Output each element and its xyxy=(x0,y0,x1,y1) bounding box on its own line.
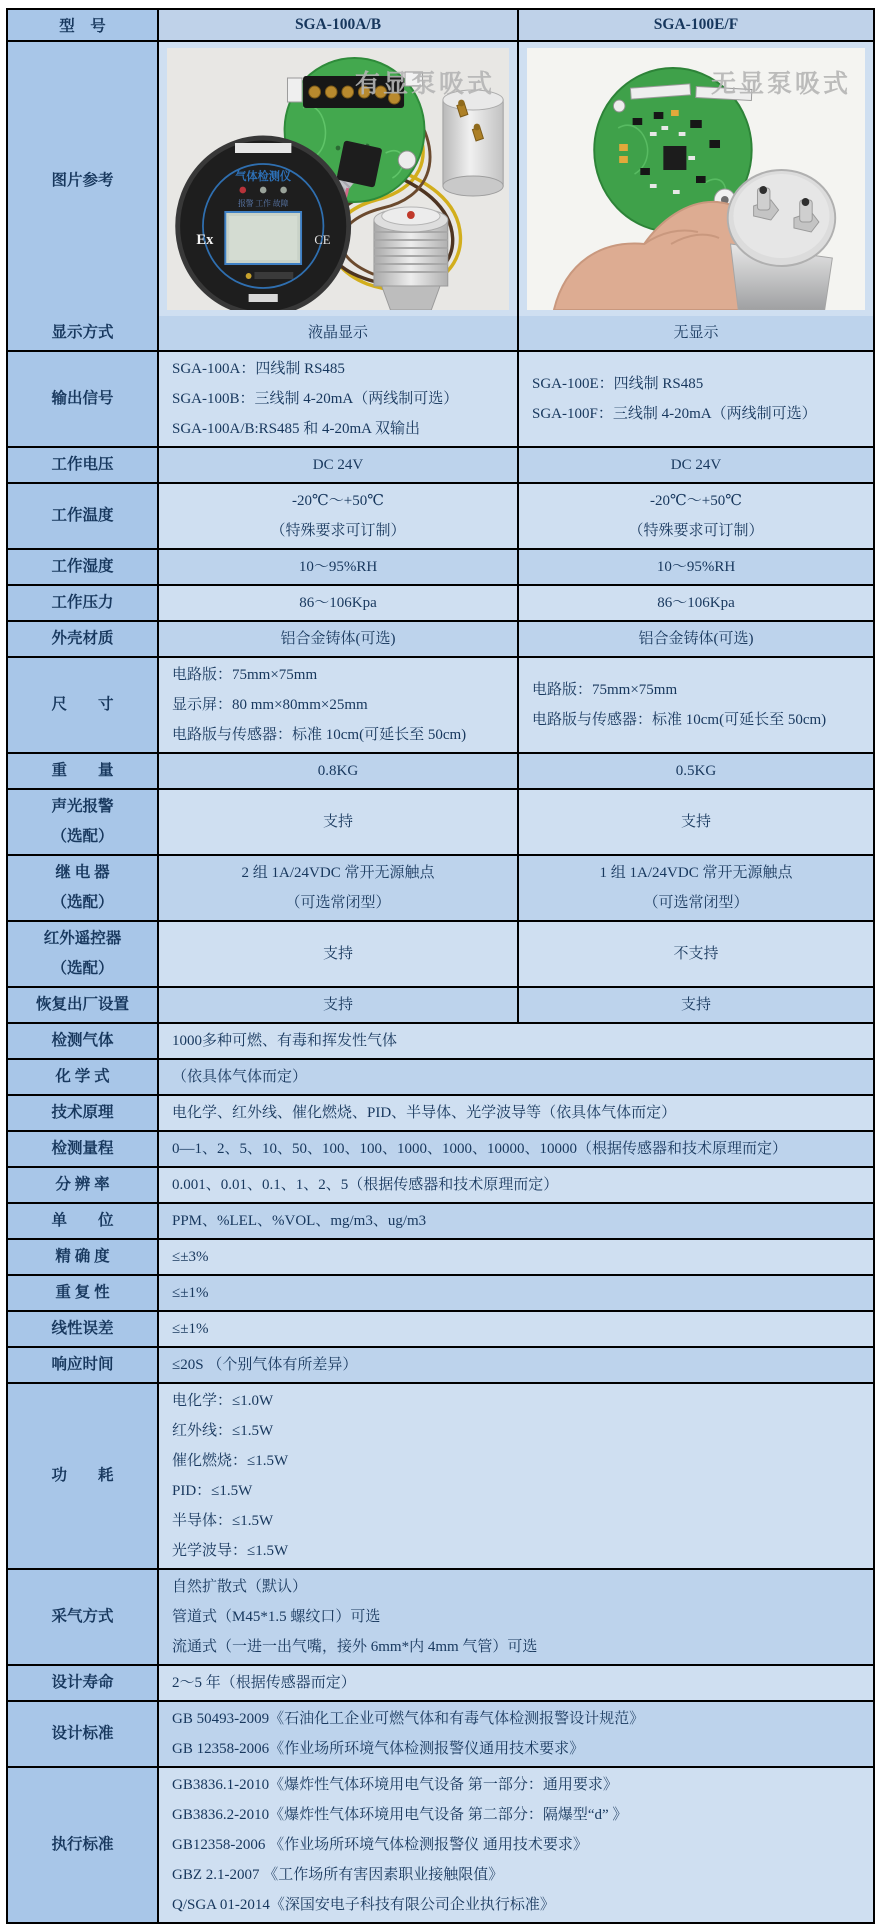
spec-value-col2 xyxy=(519,316,873,350)
cell-line: 重 量 xyxy=(51,762,114,779)
cell-line: ≤±3% xyxy=(172,1249,209,1265)
cell-line: 电路版与传感器：标准 10cm(可延长至 50cm) xyxy=(532,712,827,728)
spec-label xyxy=(8,658,159,752)
spec-value-col1 xyxy=(159,484,519,548)
cell-line: 支持 xyxy=(322,946,353,962)
cell-line: 电路版与传感器：标准 10cm(可延长至 50cm) xyxy=(172,727,467,743)
cell-line: （依具体气体而定） xyxy=(172,1069,308,1085)
cell-line: GB 50493-2009《石油化工企业可燃气体和有毒气体检测报警设计规范》 xyxy=(172,1711,645,1727)
cell-line: 电化学：≤1.0W xyxy=(172,1393,274,1409)
spec-value-col2 xyxy=(519,622,873,656)
cell-line: GB3836.1-2010《爆炸性气体环境用电气设备 第一部分：通用要求》 xyxy=(172,1777,618,1793)
spec-label xyxy=(8,1384,159,1568)
pcb-chip xyxy=(663,146,686,170)
spec-row xyxy=(8,1202,873,1238)
spec-row xyxy=(8,1058,873,1094)
cell-line: 检测气体 xyxy=(51,1032,114,1049)
spec-row xyxy=(8,1766,873,1922)
spec-value-col1 xyxy=(159,352,519,446)
spec-label xyxy=(8,1204,159,1238)
spec-row xyxy=(8,1310,873,1346)
spec-row xyxy=(8,788,873,854)
cell-line: ≤20S （个别气体有所差异） xyxy=(172,1357,358,1373)
spec-label xyxy=(8,484,159,548)
spec-value-full xyxy=(159,1168,873,1202)
cell-line: 1 组 1A/24VDC 常开无源触点 xyxy=(599,865,793,881)
cell-line: 重 复 性 xyxy=(55,1284,110,1301)
spec-row xyxy=(8,1346,873,1382)
model-col1: SGA-100A/B xyxy=(159,10,519,40)
cell-line: SGA-100E：四线制 RS485 xyxy=(532,376,704,392)
spec-label xyxy=(8,1168,159,1202)
spec-value-col1 xyxy=(159,448,519,482)
photo-cell-sga100ab xyxy=(159,42,519,316)
ex-mark: Ex xyxy=(196,231,214,249)
cell-line: 催化燃烧：≤1.5W xyxy=(172,1453,289,1469)
spec-row xyxy=(8,620,873,656)
spec-label xyxy=(8,1702,159,1766)
cell-line: DC 24V xyxy=(670,457,722,473)
device-top-label xyxy=(235,143,291,153)
led-labels-text: 报警 工作 故障 xyxy=(237,198,289,209)
photo-cell-sga100ef xyxy=(519,42,873,316)
cell-line: 工作温度 xyxy=(51,507,114,524)
cell-line: 2 组 1A/24VDC 常开无源触点 xyxy=(241,865,435,881)
spec-value-col2 xyxy=(519,988,873,1022)
spec-label xyxy=(8,1768,159,1922)
spec-value-col2 xyxy=(519,922,873,986)
cell-line: 显示屏：80 mm×80mm×25mm xyxy=(172,697,368,713)
cell-line: 单 位 xyxy=(51,1212,114,1229)
spec-label xyxy=(8,856,159,920)
device-title-text: 气体检测仪 xyxy=(235,170,292,184)
spec-row xyxy=(8,854,873,920)
spec-value-full xyxy=(159,1204,873,1238)
spec-value-col2 xyxy=(519,352,873,446)
spec-row xyxy=(8,1382,873,1568)
sensor-red-dot xyxy=(407,211,415,219)
cell-line: （选配） xyxy=(51,828,114,845)
spec-value-col1 xyxy=(159,790,519,854)
image-row xyxy=(8,40,873,316)
spec-value-col2 xyxy=(519,448,873,482)
gas-detector-head xyxy=(178,138,349,310)
cell-line: 红外遥控器 xyxy=(43,930,122,947)
cell-line: 继 电 器 xyxy=(55,864,110,881)
cell-line: 电路版：75mm×75mm xyxy=(532,682,678,698)
spec-value-full xyxy=(159,1096,873,1130)
spec-value-col1 xyxy=(159,550,519,584)
spec-value-full xyxy=(159,1702,873,1766)
header-row xyxy=(8,10,873,40)
cell-line: GB 12358-2006《作业场所环境气体检测报警仪通用技术要求》 xyxy=(172,1741,585,1757)
cell-line: -20℃～+50℃ xyxy=(291,493,384,509)
spec-label xyxy=(8,1348,159,1382)
cell-line: 光学波导：≤1.5W xyxy=(172,1543,289,1559)
spec-row xyxy=(8,1166,873,1202)
spec-value-full xyxy=(159,1348,873,1382)
cell-line: 0.001、0.01、0.1、1、2、5（根据传感器和技术原理而定） xyxy=(172,1177,559,1193)
cell-line: （可选常闭型） xyxy=(643,895,749,911)
spec-value-col2 xyxy=(519,856,873,920)
cell-line: 设计寿命 xyxy=(51,1674,114,1691)
cell-line: 工作湿度 xyxy=(51,558,114,575)
spec-label xyxy=(8,790,159,854)
cell-line: GBZ 2.1-2007 《工作场所有害因素职业接触限值》 xyxy=(172,1867,504,1883)
spec-label xyxy=(8,1132,159,1166)
spec-label xyxy=(8,1240,159,1274)
cell-line: 工作电压 xyxy=(51,456,114,473)
cell-line: 流通式（一进一出气嘴，接外 6mm*内 4mm 气管）可选 xyxy=(172,1639,538,1655)
cell-line: 管道式（M45*1.5 螺纹口）可选 xyxy=(172,1609,381,1625)
cell-line: 恢复出厂设置 xyxy=(35,996,129,1013)
spec-label xyxy=(8,1666,159,1700)
spec-value-col1 xyxy=(159,988,519,1022)
cell-line: ≤±1% xyxy=(172,1321,209,1337)
cell-line: 设计标准 xyxy=(51,1725,114,1742)
spec-value-col1 xyxy=(159,622,519,656)
cell-line: 精 确 度 xyxy=(55,1248,110,1265)
model-label: 型 号 xyxy=(8,10,159,40)
cell-line: 0.5KG xyxy=(675,763,717,779)
spec-row xyxy=(8,1274,873,1310)
spec-row xyxy=(8,482,873,548)
spec-label xyxy=(8,922,159,986)
spec-value-col2 xyxy=(519,484,873,548)
cell-line: （特殊要求可订制） xyxy=(270,523,406,539)
pump-cylinder xyxy=(443,90,503,196)
cell-line: 外壳材质 xyxy=(51,630,114,647)
spec-label xyxy=(8,754,159,788)
spec-value-col2 xyxy=(519,754,873,788)
spec-row xyxy=(8,986,873,1022)
spec-label xyxy=(8,448,159,482)
spec-value-col1 xyxy=(159,316,519,350)
cell-line: DC 24V xyxy=(312,457,364,473)
spec-table xyxy=(6,8,875,1924)
spec-value-col2 xyxy=(519,790,873,854)
cell-line: 支持 xyxy=(680,997,711,1013)
spec-value-col1 xyxy=(159,754,519,788)
pcb-connector xyxy=(287,78,302,102)
cell-line: 显示方式 xyxy=(51,324,114,341)
spec-row xyxy=(8,1238,873,1274)
cell-line: ≤±1% xyxy=(172,1285,209,1301)
photo-watermark-right: 无显泵吸式 xyxy=(710,71,851,98)
spec-value-full xyxy=(159,1132,873,1166)
spec-value-col2 xyxy=(519,658,873,752)
spec-row xyxy=(8,656,873,752)
spec-label xyxy=(8,550,159,584)
cell-line: 1000多种可燃、有毒和挥发性气体 xyxy=(172,1033,398,1049)
product-photo-sga100ef xyxy=(527,48,865,310)
cell-line: GB3836.2-2010《爆炸性气体环境用电气设备 第二部分：隔爆型“d” 》 xyxy=(172,1807,628,1823)
spec-row xyxy=(8,548,873,584)
photo-watermark-left: 有显泵吸式 xyxy=(354,71,495,98)
sensor-cylinder xyxy=(728,170,836,310)
spec-value-col2 xyxy=(519,550,873,584)
cell-line: 电化学、红外线、催化燃烧、PID、半导体、光学波导等（依具体气体而定） xyxy=(172,1105,677,1121)
cell-line: （选配） xyxy=(51,894,114,911)
cell-line: 0—1、2、5、10、50、100、100、1000、1000、10000、10000（根据传感器和技术原理而定） xyxy=(172,1141,788,1157)
cell-line: （选配） xyxy=(51,960,114,977)
cell-line: 技术原理 xyxy=(51,1104,114,1121)
spec-value-col2 xyxy=(519,586,873,620)
spec-value-full xyxy=(159,1312,873,1346)
spec-label xyxy=(8,1570,159,1664)
spec-value-full xyxy=(159,1570,873,1664)
cell-line: 电路版：75mm×75mm xyxy=(172,667,318,683)
page xyxy=(0,8,881,1924)
spec-value-full xyxy=(159,1768,873,1922)
cell-line: 功 耗 xyxy=(51,1467,114,1484)
cell-line: 不支持 xyxy=(673,946,719,962)
spec-label xyxy=(8,988,159,1022)
cell-line: 液晶显示 xyxy=(307,325,368,341)
cell-line: 0.8KG xyxy=(317,763,359,779)
cell-line: 分 辨 率 xyxy=(55,1176,110,1193)
cell-line: 化 学 式 xyxy=(55,1068,110,1085)
cell-line: SGA-100B：三线制 4-20mA（两线制可选） xyxy=(172,391,459,407)
spec-value-full xyxy=(159,1024,873,1058)
image-row-label: 图片参考 xyxy=(8,42,159,316)
ce-mark: CE xyxy=(314,232,331,248)
cell-line: 工作压力 xyxy=(51,594,114,611)
cell-line: GB12358-2006 《作业场所环境气体检测报警仪 通用技术要求》 xyxy=(172,1837,588,1853)
spec-label xyxy=(8,1024,159,1058)
spec-row xyxy=(8,446,873,482)
cell-line: 声光报警 xyxy=(51,798,114,815)
spec-value-col1 xyxy=(159,586,519,620)
cell-line: SGA-100A/B:RS485 和 4-20mA 双输出 xyxy=(172,421,420,437)
cell-line: Q/SGA 01-2014《深国安电子科技有限公司企业执行标准》 xyxy=(172,1897,555,1913)
cell-line: 线性误差 xyxy=(51,1320,114,1337)
spec-label xyxy=(8,1276,159,1310)
spec-rows-container xyxy=(8,316,873,1922)
spec-value-full xyxy=(159,1276,873,1310)
spec-value-full xyxy=(159,1666,873,1700)
spec-value-col1 xyxy=(159,658,519,752)
cell-line: 铝合金铸体(可选) xyxy=(280,631,396,647)
sensor-cylinder xyxy=(374,207,448,310)
cell-line: 支持 xyxy=(322,997,353,1013)
cell-line: -20℃～+50℃ xyxy=(649,493,742,509)
cell-line: 半导体：≤1.5W xyxy=(172,1513,274,1529)
spec-label xyxy=(8,1096,159,1130)
spec-value-full xyxy=(159,1240,873,1274)
cell-line: 10～95%RH xyxy=(656,559,736,575)
cell-line: 尺 寸 xyxy=(51,696,114,713)
cell-line: 无显示 xyxy=(673,325,719,341)
spec-value-col1 xyxy=(159,922,519,986)
cell-line: 响应时间 xyxy=(51,1356,114,1373)
spec-row xyxy=(8,752,873,788)
spec-row xyxy=(8,1130,873,1166)
spec-row xyxy=(8,1022,873,1058)
product-photo-sga100ab xyxy=(167,48,509,310)
cell-line: PPM、%LEL、%VOL、mg/m3、ug/m3 xyxy=(172,1213,427,1229)
cell-line: 采气方式 xyxy=(51,1608,114,1625)
cell-line: 铝合金铸体(可选) xyxy=(638,631,754,647)
spec-row xyxy=(8,584,873,620)
spec-row xyxy=(8,316,873,350)
cell-line: SGA-100A：四线制 RS485 xyxy=(172,361,345,377)
spec-label xyxy=(8,586,159,620)
spec-row xyxy=(8,1664,873,1700)
cell-line: 支持 xyxy=(680,814,711,830)
cell-line: 执行标准 xyxy=(51,1836,114,1853)
cell-line: 2～5 年（根据传感器而定） xyxy=(172,1675,356,1691)
spec-row xyxy=(8,1094,873,1130)
cell-line: 10～95%RH xyxy=(298,559,378,575)
model-col2: SGA-100E/F xyxy=(519,10,873,40)
spec-row xyxy=(8,1700,873,1766)
cell-line: 86～106Kpa xyxy=(299,595,377,611)
spec-label xyxy=(8,316,159,350)
spec-label xyxy=(8,1060,159,1094)
spec-value-full xyxy=(159,1384,873,1568)
cell-line: （可选常闭型） xyxy=(285,895,391,911)
cell-line: 红外线：≤1.5W xyxy=(172,1423,274,1439)
spec-label xyxy=(8,1312,159,1346)
cell-line: 自然扩散式（默认） xyxy=(172,1579,308,1595)
spec-row xyxy=(8,1568,873,1664)
spec-value-full xyxy=(159,1060,873,1094)
spec-row xyxy=(8,350,873,446)
cell-line: 输出信号 xyxy=(51,390,114,407)
spec-value-col1 xyxy=(159,856,519,920)
spec-label xyxy=(8,352,159,446)
spec-label xyxy=(8,622,159,656)
cell-line: 86～106Kpa xyxy=(657,595,735,611)
cell-line: （特殊要求可订制） xyxy=(628,523,764,539)
cell-line: 支持 xyxy=(322,814,353,830)
cell-line: 检测量程 xyxy=(51,1140,114,1157)
cell-line: PID：≤1.5W xyxy=(172,1483,253,1499)
cell-line: SGA-100F：三线制 4-20mA（两线制可选） xyxy=(532,406,817,422)
spec-row xyxy=(8,920,873,986)
